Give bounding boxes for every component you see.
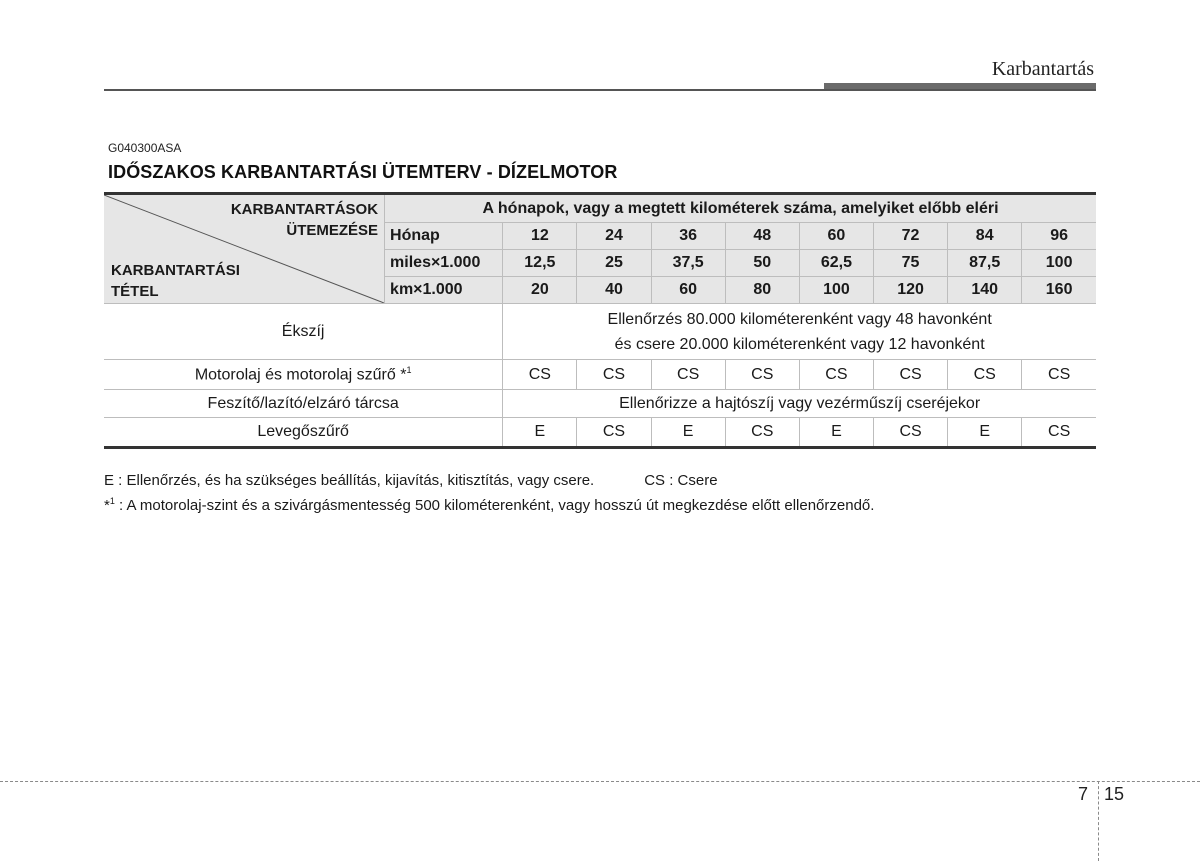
page-number: 15 [1104,784,1125,804]
item-value: E [799,418,873,448]
document-heading: IDŐSZAKOS KARBANTARTÁSI ÜTEMTERV - DÍZELMOTOR [108,162,618,182]
interval-value: 37,5 [651,250,725,277]
item-name: Motorolaj és motorolaj szűrő * [194,366,407,384]
span-header: A hónapok, vagy a megtett kilométerek száma, amelyiket előbb eléri [385,194,1096,223]
item-value: CS [725,418,799,448]
chapter-number: 7 [1078,784,1089,804]
item-row-belt [104,304,1096,360]
interval-value: 96 [1022,223,1096,250]
item-value: CS [1022,360,1096,390]
item-span-line: és csere 20.000 kilométerenként vagy 12 havonként [614,335,985,353]
legend-line-2 [104,496,874,514]
item-value: E [651,418,725,448]
corner-label-item-2: TÉTEL [111,283,159,300]
item-value: E [948,418,1022,448]
interval-value: 84 [948,223,1022,250]
interval-label: km×1.000 [385,277,503,304]
corner-label-schedule-2: ÜTEMEZÉSE [286,222,379,239]
footnote-number: 1 [109,496,115,506]
corner-cell [104,194,385,304]
section-title: Karbantartás [991,58,1094,80]
item-row-air-filter [104,418,1096,448]
corner-label-schedule: KARBANTARTÁSOK [230,201,379,218]
item-value: CS [577,360,651,390]
footer-dashed-divider [1098,781,1099,861]
corner-label-item: KARBANTARTÁSI [111,262,240,279]
interval-value: 12 [503,223,577,250]
interval-value: 48 [725,223,799,250]
interval-value: 50 [725,250,799,277]
item-value: CS [873,360,947,390]
interval-value: 60 [651,277,725,304]
interval-value: 160 [1022,277,1096,304]
header-rule [104,89,1096,91]
interval-value: 87,5 [948,250,1022,277]
item-footnote-mark: 1 [406,364,412,375]
interval-label: miles×1.000 [385,250,503,277]
item-span-note: Ellenőrizze a hajtószíj vagy vezérműszíj cseréjekor [503,390,1096,418]
interval-value: 20 [503,277,577,304]
document-code: G040300ASA [108,141,182,155]
item-value: CS [948,360,1022,390]
item-value: CS [577,418,651,448]
item-row-oil [104,360,1096,390]
header-row-span [104,194,1096,223]
item-value: CS [503,360,577,390]
item-name: Ékszíj [104,304,503,360]
legend-cs: CS : Csere [644,472,718,489]
interval-value: 24 [577,223,651,250]
footnote-mark: * [104,497,110,514]
item-value: CS [725,360,799,390]
item-value: CS [1022,418,1096,448]
legend-e: E : Ellenőrzés, és ha szükséges beállítás, kijavítás, kitisztítás, vagy csere. [104,472,595,489]
interval-value: 60 [799,223,873,250]
item-name-cell [104,360,503,390]
item-value: E [503,418,577,448]
interval-value: 25 [577,250,651,277]
interval-value: 12,5 [503,250,577,277]
interval-label: Hónap [385,223,503,250]
footer-dashed-rule [0,781,1200,782]
interval-value: 140 [948,277,1022,304]
item-row-tensioner [104,390,1096,418]
item-name: Feszítő/lazító/elzáró tárcsa [104,390,503,418]
item-name: Levegőszűrő [104,418,503,448]
maintenance-schedule-table [104,192,1096,449]
legend-line-1 [104,472,718,489]
item-span-line: Ellenőrzés 80.000 kilométerenként vagy 48 havonként [607,310,992,328]
item-value: CS [799,360,873,390]
interval-value: 100 [1022,250,1096,277]
interval-value: 75 [873,250,947,277]
item-span-note [503,304,1096,360]
interval-value: 80 [725,277,799,304]
interval-value: 40 [577,277,651,304]
footnote-text: : A motorolaj-szint és a szivárgásmentesség 500 kilométerenként, vagy hosszú út megkezdése előtt ellenőrzendő. [114,497,875,514]
interval-value: 100 [799,277,873,304]
interval-value: 62,5 [799,250,873,277]
interval-value: 72 [873,223,947,250]
interval-value: 36 [651,223,725,250]
item-value: CS [873,418,947,448]
item-value: CS [651,360,725,390]
interval-value: 120 [873,277,947,304]
